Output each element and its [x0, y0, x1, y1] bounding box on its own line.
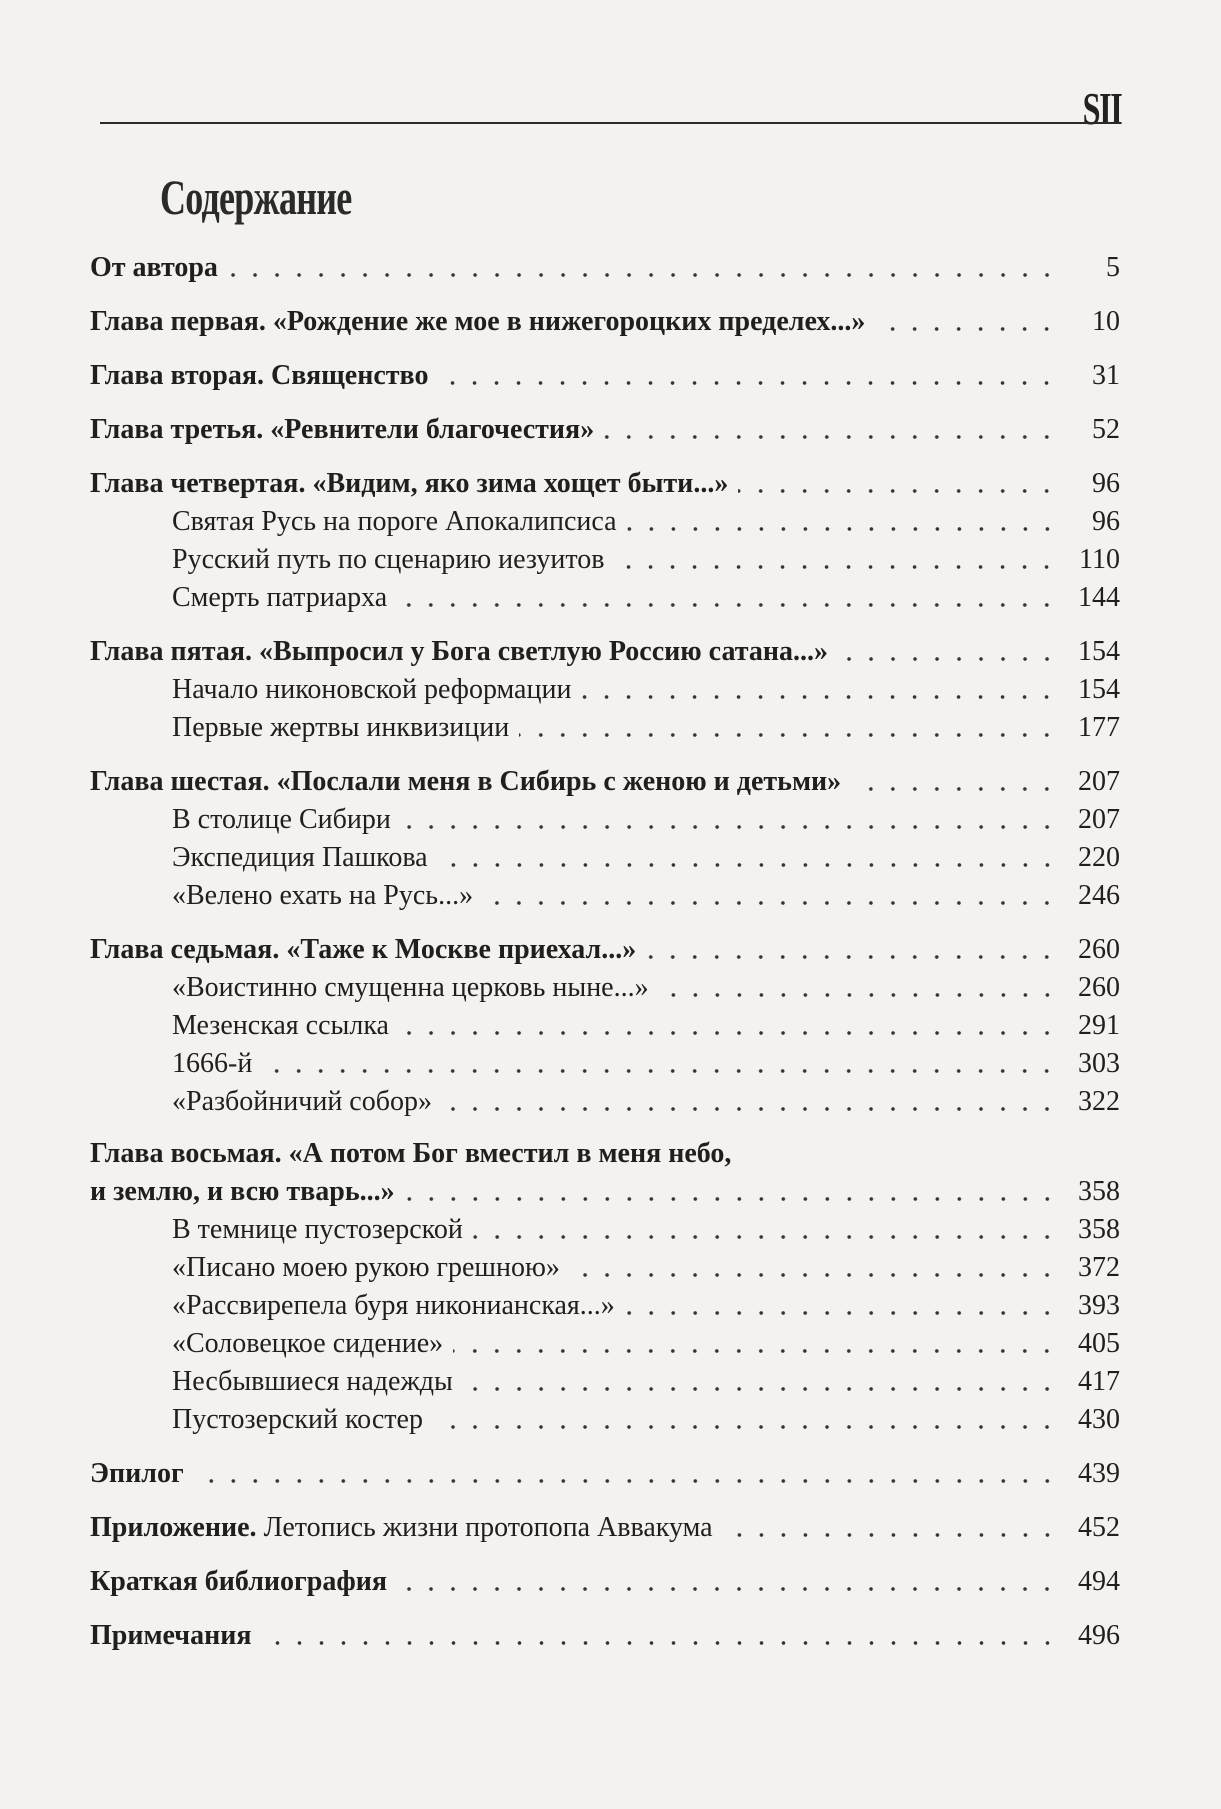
toc-page-number: 322 — [1078, 1086, 1120, 1117]
toc-entry-title: «Писано моею рукою грешною» — [172, 1252, 560, 1283]
toc-page-number: 154 — [1078, 636, 1120, 667]
toc-page-number: 494 — [1078, 1566, 1120, 1597]
toc-entry-title: Святая Русь на пороге Апокалипсиса — [172, 506, 617, 537]
toc-subsection — [90, 1286, 1120, 1324]
toc-entry-title: Глава вторая. Священство — [90, 360, 429, 391]
entry-spacer — [90, 914, 1120, 930]
entry-spacer — [90, 1438, 1120, 1454]
toc-page-number: 496 — [1078, 1620, 1120, 1651]
dot-leader — [399, 1008, 1058, 1036]
page-title: Содержание — [160, 169, 352, 225]
toc-subsection — [90, 876, 1120, 914]
table-of-contents — [90, 248, 1120, 1654]
dot-leader — [627, 504, 1058, 532]
toc-entry-title: Смерть патриарха — [172, 582, 388, 613]
toc-page-number: 96 — [1092, 506, 1120, 537]
toc-chapter — [90, 930, 1120, 968]
toc-entry-title: и землю, и всю тварь...» — [90, 1176, 395, 1207]
entry-spacer — [90, 1120, 1120, 1136]
dot-leader — [738, 466, 1058, 494]
toc-subsection — [90, 1006, 1120, 1044]
toc-entry-title: Русский путь по сценарию иезуитов — [172, 544, 605, 575]
toc-entry-title: Начало никоновской реформации — [172, 674, 572, 705]
toc-entry-title: «Воистинно смущенна церковь ныне...» — [172, 972, 649, 1003]
running-head-mark: SII — [1082, 83, 1121, 134]
toc-entry-title: «Велено ехать на Русь...» — [172, 880, 474, 911]
dot-leader — [646, 932, 1058, 960]
toc-page-number: 10 — [1092, 306, 1120, 337]
entry-spacer — [90, 1492, 1120, 1508]
toc-chapter — [90, 762, 1120, 800]
toc-entry-title: Первые жертвы инквизиции — [172, 712, 510, 743]
dot-leader — [614, 542, 1058, 570]
dot-leader — [659, 970, 1058, 998]
dot-leader — [401, 802, 1058, 830]
toc-entry-title: От автора — [90, 252, 218, 283]
toc-page-number: 220 — [1078, 842, 1120, 873]
toc-subsection — [90, 838, 1120, 876]
dot-leader — [463, 1364, 1058, 1392]
toc-page-number: 96 — [1092, 468, 1120, 499]
toc-subsection — [90, 1210, 1120, 1248]
dot-leader — [723, 1510, 1058, 1538]
dot-leader — [581, 672, 1058, 700]
toc-page-number: 154 — [1078, 674, 1120, 705]
toc-entry-title: Примечания — [90, 1620, 252, 1651]
toc-entry-title: Глава пятая. «Выпросил у Бога светлую Россию сатана...» — [90, 636, 828, 667]
toc-entry-title: Эпилог — [90, 1458, 184, 1489]
toc-subsection — [90, 1324, 1120, 1362]
toc-entry-title — [90, 1510, 713, 1546]
toc-page-number: 260 — [1078, 934, 1120, 965]
entry-spacer — [90, 616, 1120, 632]
toc-subsection — [90, 578, 1120, 616]
toc-page-number: 110 — [1079, 544, 1120, 575]
toc-entry-title: Глава седьмая. «Таже к Москве приехал...» — [90, 934, 637, 965]
toc-page-number: 207 — [1078, 766, 1120, 797]
toc-entry-title: В темнице пустозерской — [172, 1214, 463, 1245]
toc-entry-title: Глава первая. «Рождение же мое в нижегороцких пределех...» — [90, 306, 866, 337]
toc-subsection — [90, 540, 1120, 578]
dot-leader — [473, 1212, 1058, 1240]
toc-entry-title: 1666-й — [172, 1048, 253, 1079]
toc-page-number: 452 — [1078, 1512, 1120, 1543]
dot-leader — [838, 634, 1058, 662]
toc-chapter — [90, 1562, 1120, 1600]
toc-chapter — [90, 356, 1120, 394]
dot-leader — [405, 1174, 1058, 1202]
entry-spacer — [90, 340, 1120, 356]
dot-leader — [519, 710, 1058, 738]
entry-spacer — [90, 746, 1120, 762]
dot-leader — [483, 878, 1058, 906]
toc-subsection — [90, 800, 1120, 838]
dot-leader — [433, 1402, 1058, 1430]
toc-page-number: 372 — [1078, 1252, 1120, 1283]
toc-chapter — [90, 1508, 1120, 1546]
dot-leader — [875, 304, 1058, 332]
toc-entry-title: Мезенская ссылка — [172, 1010, 389, 1041]
dot-leader — [453, 1326, 1058, 1354]
dot-leader — [228, 250, 1058, 278]
dot-leader — [442, 1084, 1058, 1112]
toc-subsection — [90, 1248, 1120, 1286]
toc-subsection — [90, 1044, 1120, 1082]
toc-entry-title: «Разбойничий собор» — [172, 1086, 432, 1117]
toc-page-number: 358 — [1078, 1176, 1120, 1207]
dot-leader — [438, 840, 1058, 868]
toc-page-number: 405 — [1078, 1328, 1120, 1359]
entry-spacer — [90, 286, 1120, 302]
toc-page-number: 417 — [1078, 1366, 1120, 1397]
toc-subsection — [90, 968, 1120, 1006]
entry-spacer — [90, 1600, 1120, 1616]
toc-chapter — [90, 1454, 1120, 1492]
dot-leader — [262, 1046, 1058, 1074]
toc-subsection — [90, 1362, 1120, 1400]
toc-subsection — [90, 502, 1120, 540]
toc-entry-title: Краткая библиография — [90, 1566, 387, 1597]
toc-entry-title: В столице Сибири — [172, 804, 391, 835]
toc-subsection — [90, 1400, 1120, 1438]
toc-entry-title: Несбывшиеся надежды — [172, 1366, 453, 1397]
toc-entry-rest: Летопись жизни протопопа Аввакума — [256, 1512, 713, 1543]
toc-page-number: 260 — [1078, 972, 1120, 1003]
toc-chapter — [90, 1616, 1120, 1654]
dot-leader — [438, 358, 1058, 386]
toc-subsection — [90, 1082, 1120, 1120]
toc-chapter — [90, 632, 1120, 670]
header-rule — [100, 122, 1121, 124]
toc-chapter-line: Глава восьмая. «А потом Бог вместил в меня небо, — [90, 1138, 732, 1169]
dot-leader — [851, 764, 1058, 792]
dot-leader — [570, 1250, 1058, 1278]
toc-entry-bold: Приложение. — [90, 1512, 257, 1543]
toc-page-number: 207 — [1078, 804, 1120, 835]
toc-page-number: 246 — [1078, 880, 1120, 911]
dot-leader — [625, 1288, 1058, 1316]
dot-leader — [604, 412, 1058, 440]
toc-page-number: 439 — [1078, 1458, 1120, 1489]
toc-subsection — [90, 708, 1120, 746]
toc-chapter — [90, 1172, 1120, 1210]
toc-page-number: 52 — [1092, 414, 1120, 445]
toc-subsection — [90, 670, 1120, 708]
dot-leader — [397, 1564, 1058, 1592]
toc-page-number: 5 — [1106, 252, 1120, 283]
toc-entry-title: Глава третья. «Ревнители благочестия» — [90, 414, 595, 445]
toc-entry-title: Пустозерский костер — [172, 1404, 423, 1435]
toc-page-number: 31 — [1092, 360, 1120, 391]
dot-leader — [194, 1456, 1058, 1484]
toc-entry-title: «Соловецкое сидение» — [172, 1328, 444, 1359]
toc-page-number: 358 — [1078, 1214, 1120, 1245]
toc-page-number: 177 — [1078, 712, 1120, 743]
entry-spacer — [90, 1546, 1120, 1562]
toc-chapter — [90, 302, 1120, 340]
entry-spacer — [90, 394, 1120, 410]
toc-entry-title: Глава четвертая. «Видим, яко зима хощет быти...» — [90, 468, 729, 499]
dot-leader — [262, 1618, 1059, 1646]
toc-chapter — [90, 248, 1120, 286]
toc-entry-title: Глава шестая. «Послали меня в Сибирь с женою и детьми» — [90, 766, 842, 797]
toc-page-number: 303 — [1078, 1048, 1120, 1079]
toc-page-number: 430 — [1078, 1404, 1120, 1435]
toc-page-number: 291 — [1078, 1010, 1120, 1041]
toc-page-number: 144 — [1078, 582, 1120, 613]
toc-chapter — [90, 410, 1120, 448]
toc-chapter — [90, 464, 1120, 502]
dot-leader — [397, 580, 1058, 608]
entry-spacer — [90, 448, 1120, 464]
toc-entry-title: Экспедиция Пашкова — [172, 842, 428, 873]
toc-entry-title: «Рассвирепела буря никонианская...» — [172, 1290, 615, 1321]
toc-page-number: 393 — [1078, 1290, 1120, 1321]
